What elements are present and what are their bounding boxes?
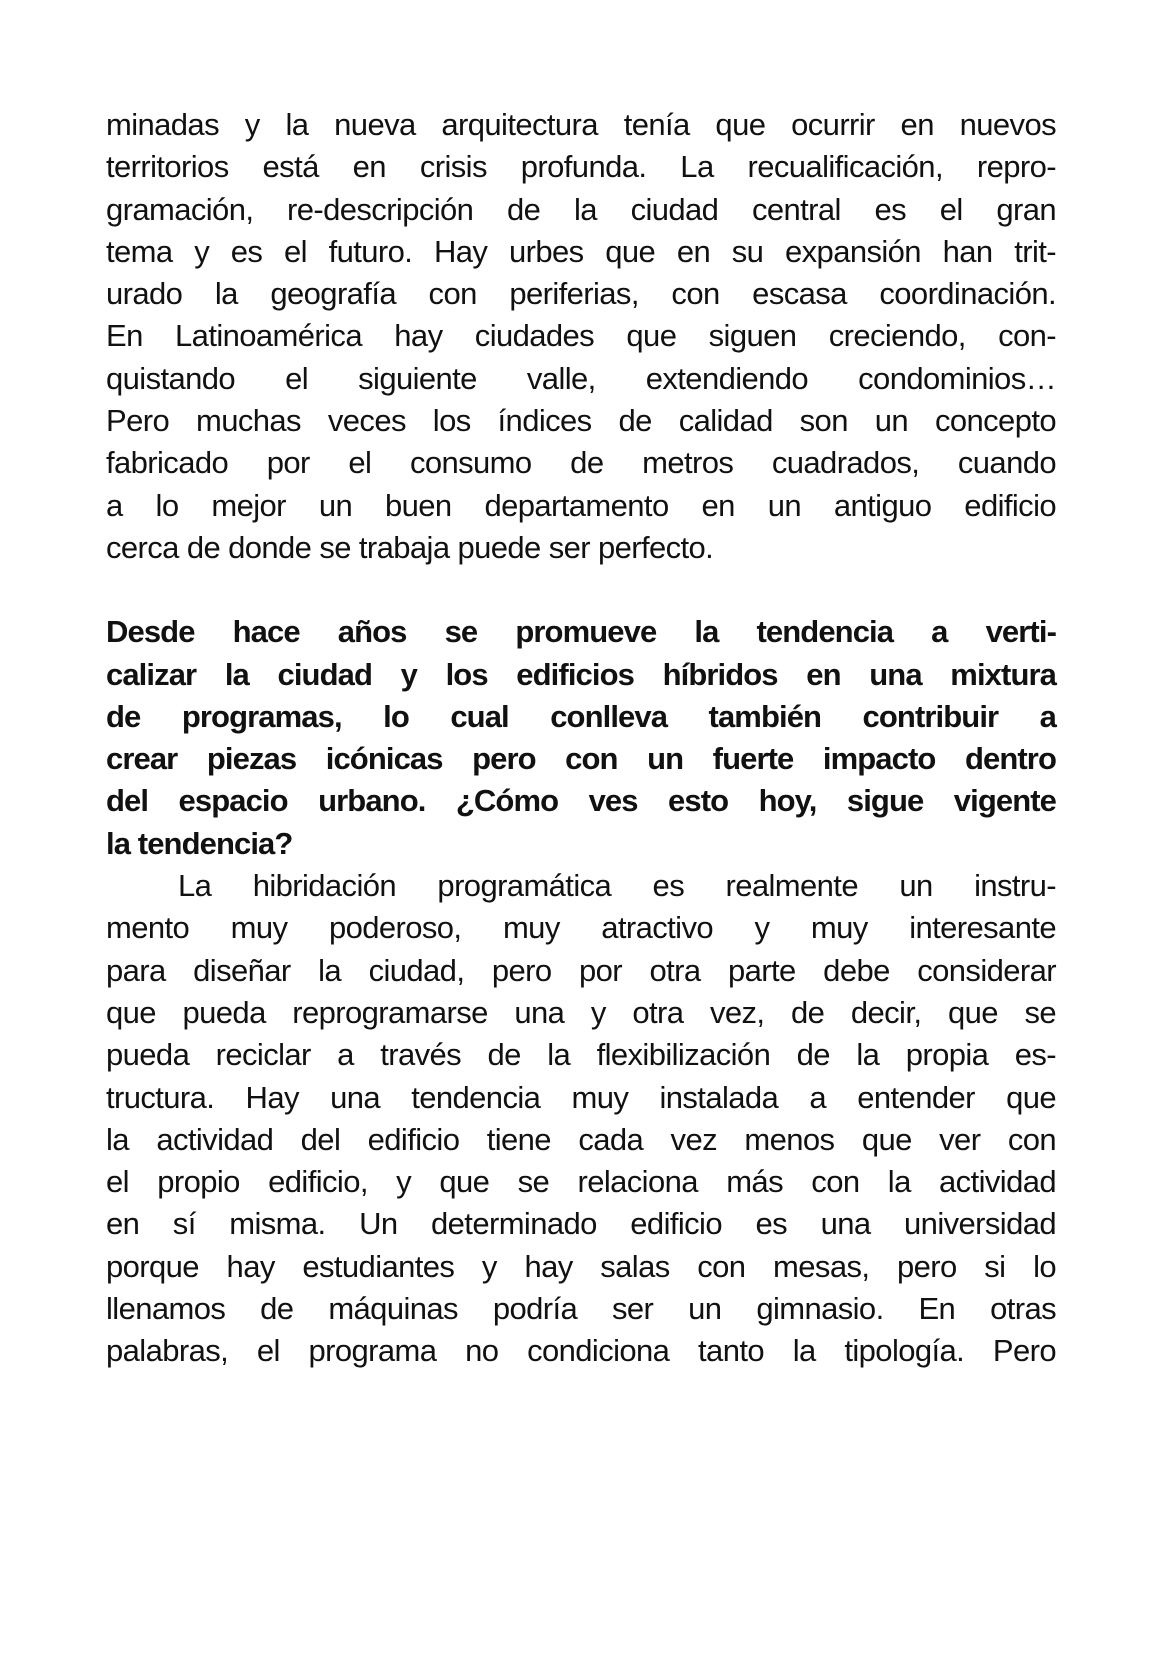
answer-line: que pueda reprogramarse una y otra vez, de decir, que se [106,994,1056,1030]
question-line: la tendencia? [106,825,293,861]
section-spacer [106,569,1056,611]
answer-line: para diseñar la ciudad, pero por otra parte debe considerar [106,952,1056,988]
text-line: Pero muchas veces los índices de calidad son un concepto [106,403,1056,439]
answer-line: tructura. Hay una tendencia muy instalada a entender que [106,1079,1056,1115]
answer-line: llenamos de máquinas podría ser un gimnasio. En otras [106,1291,1056,1327]
answer-line: palabras, el programa no condiciona tanto la tipología. Pero [106,1333,1056,1369]
question-line: calizar la ciudad y los edificios híbridos en una mixtura [106,656,1056,692]
answer-line: mento muy poderoso, muy atractivo y muy interesante [106,910,1056,946]
interview-question [106,611,1056,865]
text-line: minadas y la nueva arquitectura tenía que ocurrir en nuevos [106,107,1056,142]
text-line: territorios está en crisis profunda. La recualificación, repro- [106,149,1056,185]
text-line: cerca de donde se trabaja puede ser perfecto. [106,529,714,565]
interview-answer [106,865,1056,1373]
text-line: urado la geografía con periferias, con escasa coordinación. [106,276,1056,312]
body-paragraph-1 [106,104,1056,569]
question-line: del espacio urbano. ¿Cómo ves esto hoy, sigue vigente [106,783,1056,819]
text-line: gramación, re-descripción de la ciudad central es el gran [106,191,1056,227]
answer-line: porque hay estudiantes y hay salas con mesas, pero si lo [106,1248,1056,1284]
question-line: de programas, lo cual conlleva también contribuir a [106,698,1056,734]
text-line: tema y es el futuro. Hay urbes que en su expansión han trit- [106,233,1056,269]
answer-line: el propio edificio, y que se relaciona más con la actividad [106,1164,1056,1200]
answer-line: La hibridación programática es realmente un instru- [178,868,1056,904]
text-line: a lo mejor un buen departamento en un antiguo edificio [106,487,1056,523]
answer-line: en sí misma. Un determinado edificio es una universidad [106,1206,1056,1242]
answer-line: pueda reciclar a través de la flexibilización de la propia es- [106,1037,1056,1073]
document-page [106,104,1056,1373]
question-line: crear piezas icónicas pero con un fuerte impacto dentro [106,741,1056,777]
question-line: Desde hace años se promueve la tendencia a verti- [106,614,1056,650]
answer-line: la actividad del edificio tiene cada vez menos que ver con [106,1121,1056,1157]
text-line: quistando el siguiente valle, extendiendo condominios… [106,360,1056,396]
text-line: fabricado por el consumo de metros cuadrados, cuando [106,445,1056,481]
text-line: En Latinoamérica hay ciudades que siguen creciendo, con- [106,318,1056,354]
